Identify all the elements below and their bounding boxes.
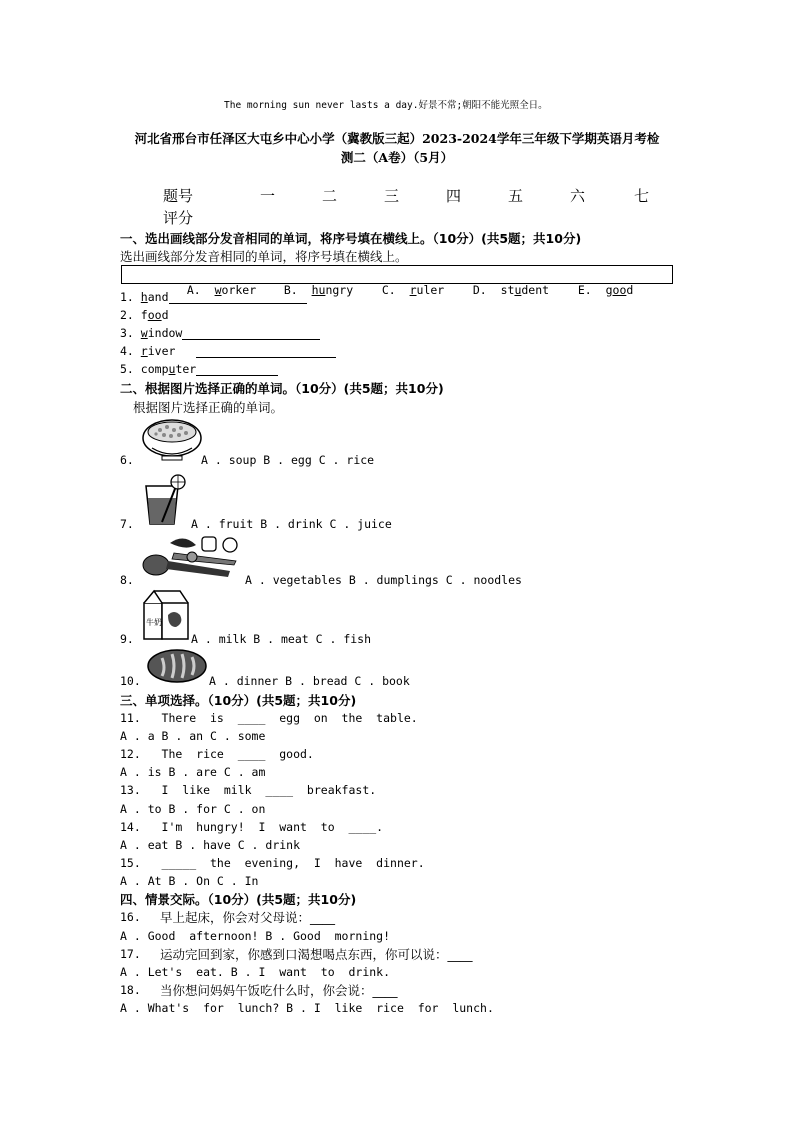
section3-heading: 三、单项选择。（10分）(共5题；共10分) [120, 693, 357, 708]
page-title-line2: 测二（A卷）（5月） [340, 150, 454, 165]
milk-carton-icon [140, 589, 192, 641]
question-2: 2. food [120, 308, 169, 322]
question-16-number: 16. [120, 910, 141, 924]
answer-blank-4[interactable] [196, 345, 336, 358]
question-3: 3. window [120, 326, 320, 340]
score-col-4: 四 [446, 187, 462, 205]
milk-carton-label: 牛奶 [146, 618, 162, 627]
question-1: 1. hand [120, 290, 307, 304]
question-14-options: A . eat B . have C . drink [120, 838, 301, 852]
score-col-3: 三 [384, 187, 400, 205]
question-8-number: 8. [120, 573, 134, 587]
question-9-number: 9. [120, 632, 134, 646]
question-14: 14. I'm hungry! I want to ____. [120, 820, 384, 834]
question-17-number: 17. [120, 947, 141, 961]
question-16-options: A . Good afternoon! B . Good morning! [120, 929, 391, 943]
option-c: C. ruler [381, 283, 445, 297]
option-d: D. student [472, 283, 550, 297]
section1-heading: 一、选出画线部分发音相同的单词，将序号填在横线上。（10分）(共5题；共10分) [120, 231, 582, 246]
question-10-number: 10. [120, 674, 141, 688]
vegetables-icon [140, 531, 242, 581]
question-5: 5. computer [120, 362, 278, 376]
section4-heading: 四、情景交际。（10分）(共5题；共10分) [120, 892, 357, 907]
question-18: 当你想问妈妈午饭吃什么时，你会说：____ [160, 983, 398, 998]
question-6-number: 6. [120, 453, 134, 467]
rice-bowl-icon [140, 416, 206, 464]
question-18-options: A . What's for lunch? B . I like rice for lunch. [120, 1001, 494, 1015]
score-col-7: 七 [634, 187, 650, 205]
score-col-2: 二 [322, 187, 338, 205]
question-13-options: A . to B . for C . on [120, 802, 266, 816]
question-17-options: A . Let's eat. B . I want to drink. [120, 965, 391, 979]
answer-blank-3[interactable] [182, 327, 320, 340]
page-title-line1: 河北省邢台市任泽区大屯乡中心小学（冀教版三起）2023-2024学年三年级下学期英语月考检 [134, 131, 660, 146]
score-table-header: 题号 [163, 187, 194, 205]
question-7-number: 7. [120, 517, 134, 531]
section2-instruction: 根据图片选择正确的单词。 [133, 400, 284, 415]
question-13: 13. I like milk ____ breakfast. [120, 783, 377, 797]
question-12: 12. The rice ____ good. [120, 747, 314, 761]
score-col-6: 六 [570, 187, 586, 205]
question-16: 早上起床，你会对父母说：____ [160, 910, 336, 925]
section1-instruction: 选出画线部分发音相同的单词，将序号填在横线上。 [120, 249, 408, 264]
answer-blank-5[interactable] [196, 363, 278, 376]
score-row-label: 评分 [163, 209, 194, 227]
question-8-options: A . vegetables B . dumplings C . noodles [245, 573, 522, 587]
answer-blank-1[interactable] [169, 291, 307, 304]
option-b: B. hungry [283, 283, 354, 297]
question-15-options: A . At B . On C . In [120, 874, 259, 888]
motto-line: The morning sun never lasts a day.好景不常;朝阳不能光照全日。 [224, 100, 548, 111]
question-15: 15. _____ the evening, I have dinner. [120, 856, 425, 870]
question-4: 4. river [120, 344, 336, 358]
question-10-options: A . dinner B . bread C . book [209, 674, 410, 688]
bread-loaf-icon [146, 648, 208, 684]
score-col-5: 五 [508, 187, 524, 205]
question-17: 运动完回到家，你感到口渴想喝点东西，你可以说：____ [160, 947, 473, 962]
question-7-options: A . fruit B . drink C . juice [191, 517, 392, 531]
option-e: E. good [577, 283, 634, 297]
question-6-options: A . soup B . egg C . rice [201, 453, 375, 467]
question-11-options: A . a B . an C . some [120, 729, 266, 743]
question-9-options: A . milk B . meat C . fish [191, 632, 372, 646]
score-col-1: 一 [260, 187, 276, 205]
juice-glass-icon [140, 472, 190, 526]
question-12-options: A . is B . are C . am [120, 765, 266, 779]
question-18-number: 18. [120, 983, 141, 997]
section2-heading: 二、根据图片选择正确的单词。（10分）(共5题；共10分) [120, 381, 444, 396]
question-11: 11. There is ____ egg on the table. [120, 711, 418, 725]
option-a: A. worker [186, 283, 257, 297]
